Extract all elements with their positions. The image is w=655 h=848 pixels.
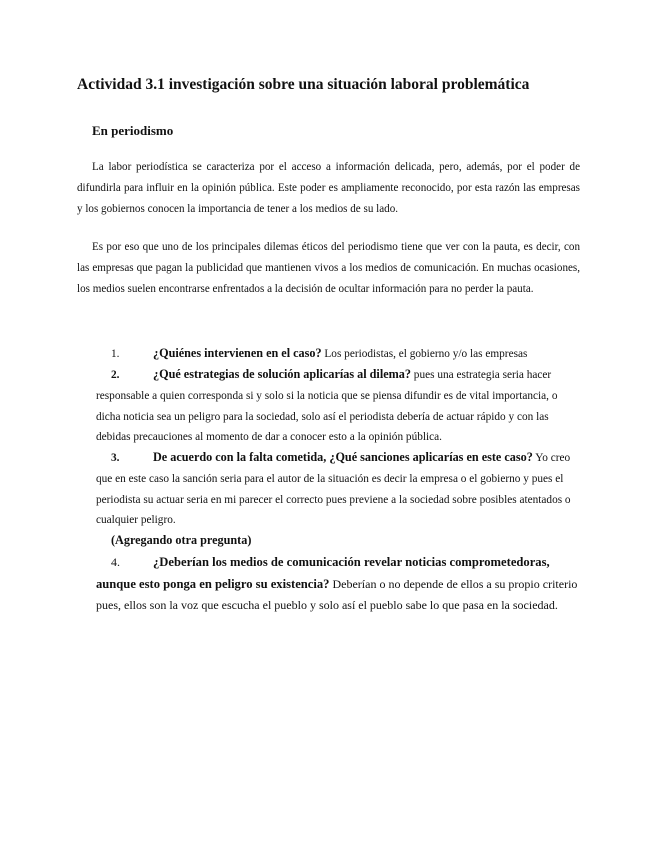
section-heading: En periodismo [92, 123, 174, 138]
question-text: De acuerdo con la falta cometida, ¿Qué sanciones aplicarías en este caso? [153, 450, 533, 464]
list-item-2 [96, 364, 584, 448]
answer-text: Yo creo que en este caso la sanción seria para el autor de la situación es decir la empresa o el gobierno y pues el periodista su actuar seria en mi parecer el correcto pues previene a la sociedad sobre posibles atentados o cualquier peligro. [96, 452, 571, 527]
extra-question-heading: (Agregando otra pregunta) [111, 533, 252, 547]
list-number: 2. [111, 369, 120, 381]
document-title: Actividad 3.1 investigación sobre una situación laboral problemática [77, 76, 530, 93]
list-item-3 [96, 447, 584, 531]
paragraph-2: Es por eso que uno de los principales dilemas éticos del periodismo tiene que ver con la pauta, es decir, con las empresas que pagan la publicidad que mantienen vivos a los medios de comunicación. En muchas ocasiones, los medios suelen encontrarse enfrentados a la decisión de ocultar información para no perder la pauta. [77, 241, 580, 295]
question-text: ¿Qué estrategias de solución aplicarías al dilema? [153, 367, 411, 381]
list-number: 1. [111, 348, 120, 360]
list-item-4 [96, 552, 584, 617]
question-text: ¿Quiénes intervienen en el caso? [153, 346, 322, 360]
paragraph-1: La labor periodística se caracteriza por el acceso a información delicada, pero, además, por el poder de difundirla para influir en la opinión pública. Este poder es ampliamente reconocido, por esta razón las empresas y los gobiernos conocen la importancia de tener a los medios de su lado. [77, 161, 580, 215]
answer-text: Deberían o no depende de ellos a su propio criterio pues, ellos son la voz que escucha el pueblo y solo así el pueblo sabe lo que pasa en la sociedad. [96, 576, 578, 612]
list-item-1 [96, 343, 584, 365]
list-number: 4. [111, 555, 120, 569]
list-number: 3. [111, 452, 120, 464]
answer-text: Los periodistas, el gobierno y/o las empresas [321, 348, 528, 360]
question-text: ¿Deberían los medios de comunicación revelar noticias comprometedoras, aunque esto ponga en peligro su existencia? [96, 555, 550, 591]
answer-text: pues una estrategia seria hacer responsable a quien corresponda si y solo si la noticia que se piensa difundir es de vital importancia, o dicha noticia sea un peligro para la sociedad, solo así el periodista debería de actuar rápido y con las debidas precauciones al momento de dar a conocer esto a la opinión pública. [96, 369, 558, 444]
